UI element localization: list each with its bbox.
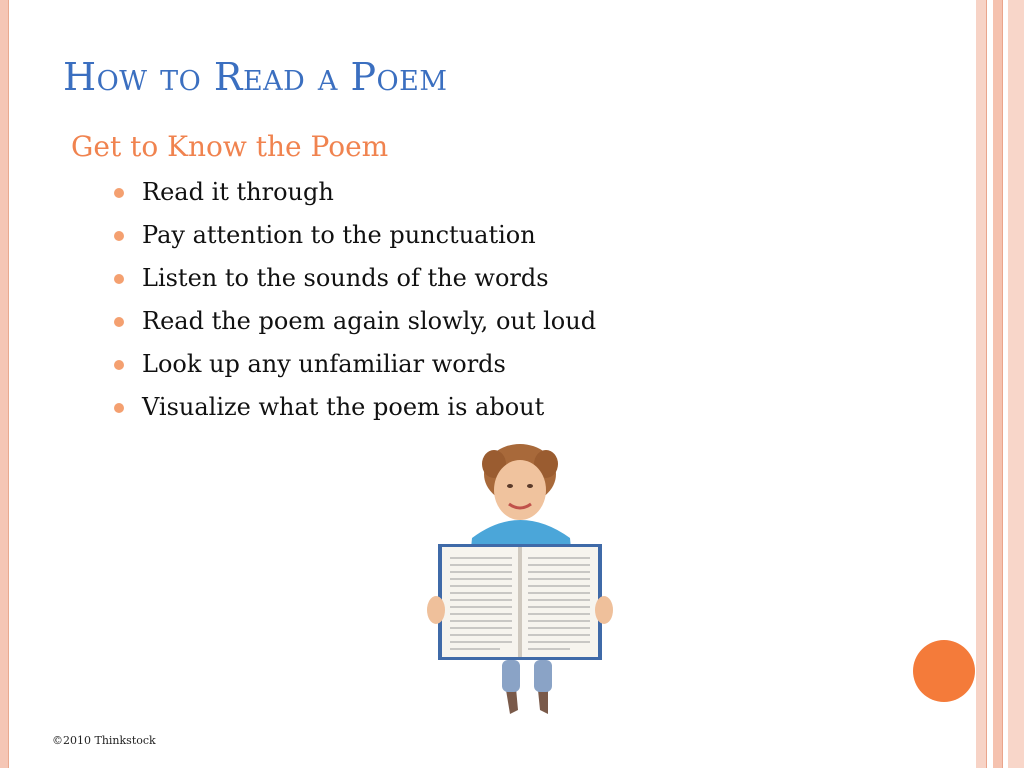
list-item: Read it through: [112, 175, 596, 218]
list-item: Pay attention to the punctuation: [112, 218, 596, 261]
right-decorative-stripes: [976, 0, 1024, 768]
left-border: [0, 0, 9, 768]
copyright-text: ©2010 Thinkstock: [52, 734, 156, 747]
bullet-list: [112, 175, 596, 433]
slide-title: How to Read a Poem: [63, 55, 448, 99]
bullet-dot-icon: [114, 403, 124, 413]
girl-reading-book-photo: [420, 438, 620, 718]
list-item: Look up any unfamiliar words: [112, 347, 596, 390]
slide-subtitle: Get to Know the Poem: [71, 130, 389, 163]
list-item: Listen to the sounds of the words: [112, 261, 596, 304]
bullet-dot-icon: [114, 188, 124, 198]
bullet-dot-icon: [114, 360, 124, 370]
bullet-dot-icon: [114, 317, 124, 327]
bullet-dot-icon: [114, 274, 124, 284]
decorative-circle: [913, 640, 975, 702]
list-item: Read the poem again slowly, out loud: [112, 304, 596, 347]
bullet-dot-icon: [114, 231, 124, 241]
list-item: Visualize what the poem is about: [112, 390, 596, 433]
